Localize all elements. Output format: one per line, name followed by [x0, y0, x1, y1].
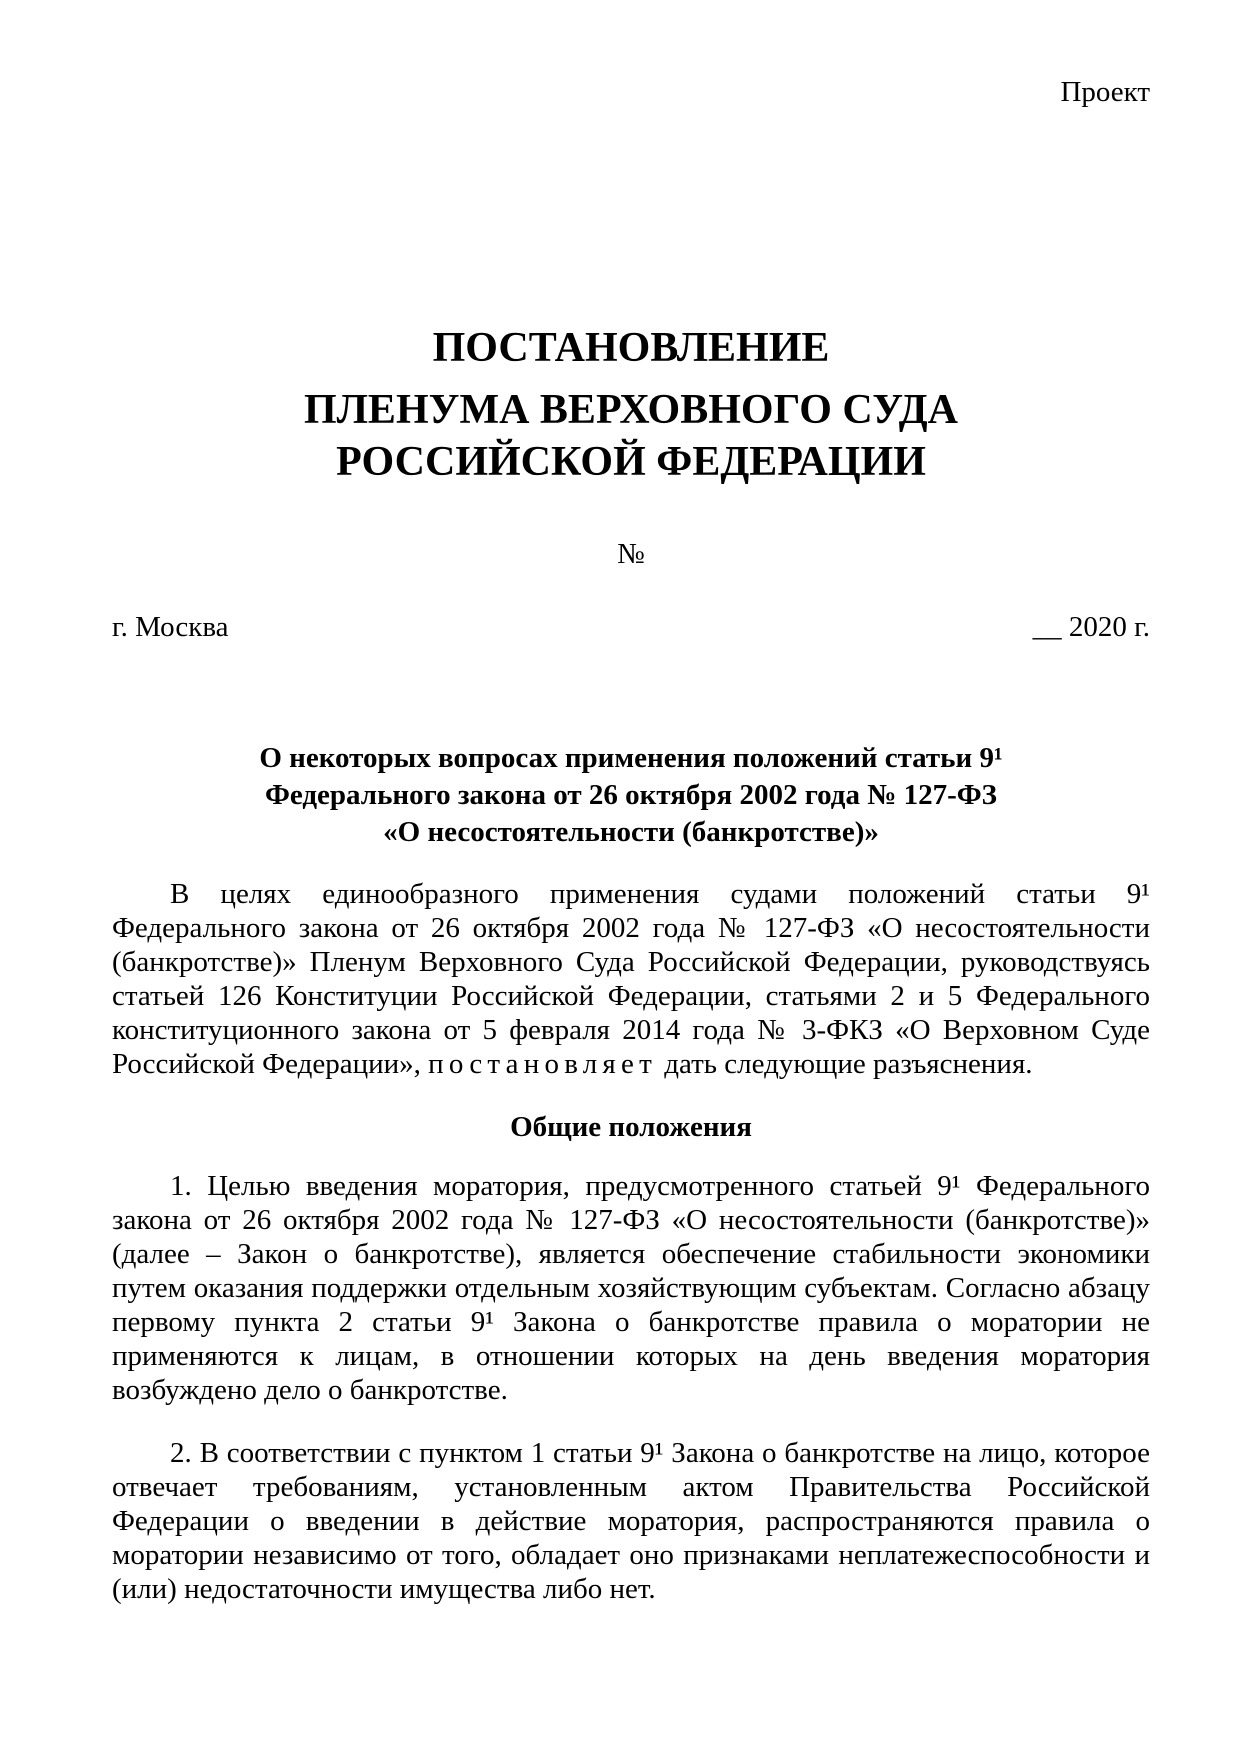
document-number-sign: № — [617, 538, 645, 570]
date-label: __ 2020 г. — [1032, 611, 1150, 643]
subject-line-2: Федерального закона от 26 октября 2002 года № 127-ФЗ — [264, 779, 997, 811]
title-line-1: ПОСТАНОВЛЕНИЕ — [432, 325, 830, 371]
subject-line-1: О некоторых вопросах применения положений статьи 9¹ — [259, 742, 1003, 774]
resolves-emphasized-word: постановляет — [428, 1048, 657, 1080]
subject-heading — [112, 740, 1150, 851]
preamble-paragraph — [112, 877, 1150, 1081]
title-line-2: ПЛЕНУМА ВЕРХОВНОГО СУДА — [303, 387, 959, 433]
section-heading-general-provisions: Общие положения — [510, 1111, 752, 1143]
draft-label: Проект — [1060, 76, 1150, 108]
preamble-text-after: дать следующие разъяснения. — [656, 1048, 1033, 1080]
preamble-text-before: В целях единообразного применения судами положений статьи 9¹ Федерального закона от 26 октября 2002 года № 127-ФЗ «О несостоятельности (банкротстве)» Пленум Верховного Суда Российской Федерации, руководствуясь статьей 126 Конституции Российской Федерации, статьями 2 и 5 Федерального конституционного закона от 5 февраля 2014 года № 3-ФКЗ «О Верховном Суде Российской Федерации», — [112, 878, 1150, 1080]
subject-line-3: «О несостоятельности (банкротстве)» — [383, 816, 879, 848]
title-line-3: РОССИЙСКОЙ ФЕДЕРАЦИИ — [336, 439, 926, 485]
point-2-paragraph: 2. В соответствии с пунктом 1 статьи 9¹ Закона о банкротстве на лицо, которое отвечает требованиям, установленным актом Правительства Российской Федерации о введении в действие моратория, распространяются правила о моратории независимо от того, обладает оно признаками неплатежеспособности и (или) недостаточности имущества либо нет. — [112, 1437, 1150, 1605]
point-1-paragraph: 1. Целью введения моратория, предусмотренного статьей 9¹ Федерального закона от 26 октября 2002 года № 127-ФЗ «О несостоятельности (банкротстве)» (далее – Закон о банкротстве), является обеспечение стабильности экономики путем оказания поддержки отдельным хозяйствующим субъектам. Согласно абзацу первому пункта 2 статьи 9¹ Закона о банкротстве правила о моратории не применяются к лицам, в отношении которых на день введения моратория возбуждено дело о банкротстве. — [112, 1170, 1150, 1406]
document-title — [112, 322, 1150, 488]
city-label: г. Москва — [112, 611, 229, 643]
place-date-row — [112, 610, 1150, 644]
